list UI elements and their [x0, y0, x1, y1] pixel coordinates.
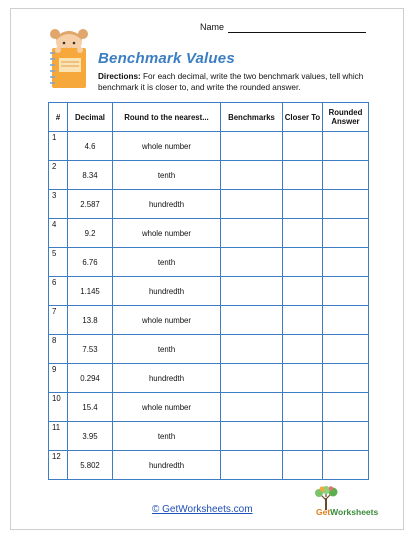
benchmarks-answer-cell[interactable] [221, 219, 283, 248]
table-row [49, 364, 369, 393]
row-decimal: 3.95 [68, 422, 113, 451]
row-decimal: 13.8 [68, 306, 113, 335]
row-number: 7 [49, 306, 68, 335]
row-round-to: hundredth [113, 364, 221, 393]
row-number: 4 [49, 219, 68, 248]
closer-to-answer-cell[interactable] [283, 277, 323, 306]
row-round-to: tenth [113, 335, 221, 364]
table-row [49, 422, 369, 451]
row-number: 5 [49, 248, 68, 277]
table-row [49, 335, 369, 364]
worksheet-table [48, 102, 369, 480]
closer-to-answer-cell[interactable] [283, 422, 323, 451]
directions-text: For each decimal, write the two benchmark values, tell which benchmark it is closer to, and write the rounded answer. [98, 72, 364, 92]
rounded-answer-cell[interactable] [323, 161, 369, 190]
row-number: 8 [49, 335, 68, 364]
row-round-to: whole number [113, 393, 221, 422]
rounded-answer-cell[interactable] [323, 132, 369, 161]
row-round-to: hundredth [113, 277, 221, 306]
rounded-answer-cell[interactable] [323, 422, 369, 451]
benchmarks-answer-cell[interactable] [221, 393, 283, 422]
benchmarks-answer-cell[interactable] [221, 306, 283, 335]
table-row [49, 451, 369, 480]
row-round-to: whole number [113, 219, 221, 248]
table-row [49, 393, 369, 422]
name-field-line[interactable] [228, 32, 366, 33]
benchmarks-answer-cell[interactable] [221, 364, 283, 393]
row-round-to: hundredth [113, 190, 221, 219]
table-row [49, 277, 369, 306]
row-number: 11 [49, 422, 68, 451]
benchmarks-answer-cell[interactable] [221, 132, 283, 161]
benchmarks-answer-cell[interactable] [221, 335, 283, 364]
closer-to-answer-cell[interactable] [283, 451, 323, 480]
row-decimal: 0.294 [68, 364, 113, 393]
header-benchmarks: Benchmarks [221, 103, 283, 132]
closer-to-answer-cell[interactable] [283, 306, 323, 335]
table-row [49, 248, 369, 277]
closer-to-answer-cell[interactable] [283, 364, 323, 393]
rounded-answer-cell[interactable] [323, 219, 369, 248]
directions-label: Directions: [98, 72, 141, 81]
benchmarks-answer-cell[interactable] [221, 451, 283, 480]
row-number: 3 [49, 190, 68, 219]
row-round-to: hundredth [113, 451, 221, 480]
row-number: 2 [49, 161, 68, 190]
row-decimal: 1.145 [68, 277, 113, 306]
rounded-answer-cell[interactable] [323, 306, 369, 335]
header-closer-to: Closer To [283, 103, 323, 132]
row-decimal: 4.6 [68, 132, 113, 161]
table-header-row [49, 103, 369, 132]
benchmarks-answer-cell[interactable] [221, 277, 283, 306]
closer-to-answer-cell[interactable] [283, 393, 323, 422]
table-row [49, 161, 369, 190]
row-number: 1 [49, 132, 68, 161]
header-round-to: Round to the nearest... [113, 103, 221, 132]
benchmarks-answer-cell[interactable] [221, 190, 283, 219]
row-decimal: 5.802 [68, 451, 113, 480]
row-round-to: tenth [113, 248, 221, 277]
row-decimal: 7.53 [68, 335, 113, 364]
closer-to-answer-cell[interactable] [283, 248, 323, 277]
benchmarks-answer-cell[interactable] [221, 161, 283, 190]
getworksheets-link[interactable]: © GetWorksheets.com [152, 504, 253, 515]
row-round-to: tenth [113, 161, 221, 190]
girl-notebook-icon [46, 28, 92, 90]
closer-to-answer-cell[interactable] [283, 132, 323, 161]
row-round-to: whole number [113, 306, 221, 335]
row-number: 10 [49, 393, 68, 422]
closer-to-answer-cell[interactable] [283, 335, 323, 364]
rounded-answer-cell[interactable] [323, 451, 369, 480]
row-round-to: tenth [113, 422, 221, 451]
name-label: Name [200, 22, 225, 32]
rounded-answer-cell[interactable] [323, 190, 369, 219]
row-number: 12 [49, 451, 68, 480]
row-number: 6 [49, 277, 68, 306]
logo-text-get: Get [316, 507, 331, 517]
rounded-answer-cell[interactable] [323, 277, 369, 306]
benchmarks-answer-cell[interactable] [221, 248, 283, 277]
benchmarks-answer-cell[interactable] [221, 422, 283, 451]
row-number: 9 [49, 364, 68, 393]
logo-wordmark [316, 507, 378, 517]
header-number: # [49, 103, 68, 132]
rounded-answer-cell[interactable] [323, 393, 369, 422]
header-rounded-answer: Rounded Answer [323, 103, 369, 132]
table-row [49, 132, 369, 161]
logo-text-worksheets: Worksheets [330, 507, 379, 517]
table-row [49, 219, 369, 248]
row-decimal: 2.587 [68, 190, 113, 219]
table-row [49, 306, 369, 335]
row-decimal: 9.2 [68, 219, 113, 248]
table-row [49, 190, 369, 219]
closer-to-answer-cell[interactable] [283, 219, 323, 248]
row-decimal: 6.76 [68, 248, 113, 277]
directions [98, 72, 380, 93]
row-round-to: whole number [113, 132, 221, 161]
rounded-answer-cell[interactable] [323, 248, 369, 277]
closer-to-answer-cell[interactable] [283, 190, 323, 219]
header-decimal: Decimal [68, 103, 113, 132]
rounded-answer-cell[interactable] [323, 335, 369, 364]
row-decimal: 8.34 [68, 161, 113, 190]
rounded-answer-cell[interactable] [323, 364, 369, 393]
worksheet-title: Benchmark Values [98, 50, 235, 67]
row-decimal: 15.4 [68, 393, 113, 422]
closer-to-answer-cell[interactable] [283, 161, 323, 190]
